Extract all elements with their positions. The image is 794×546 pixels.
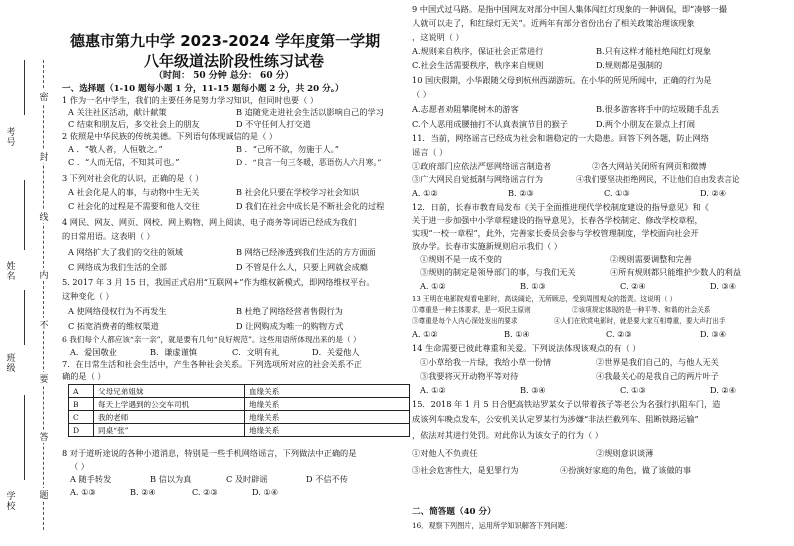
q8-option-c: C. ②③ — [192, 487, 218, 497]
q11-option-c: C. ①③ — [604, 188, 630, 198]
q13-item-1: ①尊重是一种主体要求，是一项民主原则 — [412, 306, 531, 314]
question-7: 7．在日常生活和社会生活中，产生各种社会关系。下列选项所对应的社会关系不正 — [62, 359, 362, 369]
seal-char: 答 — [39, 430, 49, 443]
relations-table — [68, 384, 410, 437]
question-4-cont: 的日常用语。这表明（ ） — [62, 231, 155, 241]
q8-option-d: D. ①④ — [252, 487, 279, 497]
question-15: 15．2018 年 1 月 5 日合肥高铁站罗某女子以带着孩子等老公为名强行扒阻车门，造 — [412, 399, 721, 409]
q8-item-2: B 信以为真 — [150, 474, 192, 484]
question-16: 16．观察下列图片，运用所学知识解答下列问题： — [412, 521, 573, 530]
question-9: 9 中国式过马路。是指中国网友对部分中国人集体闯红灯现象的一种调侃，即“凑够一撮 — [412, 4, 727, 14]
table-cell: 血缘关系 — [245, 385, 410, 398]
section1-heading: 一、选择题（1-10 题每小题 1 分，11-15 题每小题 2 分，共 20 分。） — [62, 84, 344, 94]
question-13: 13 王明在电影院观看电影时，高谈阔论，无所顾忌，受到周围观众的指责。这说明（ ） — [412, 295, 677, 303]
q2-option-a: A ．“敬人者，人恒敬之。” — [68, 144, 163, 154]
q14-item-4: ④我最关心的是我自己的两片叶子 — [596, 371, 719, 381]
q12-option-a: A. ①② — [420, 281, 446, 291]
q15-item-2: ②规则意识谈薄 — [596, 448, 654, 458]
q10-option-c: C.个人恶用成腰抽打不认真表演节目的猴子 — [412, 119, 568, 129]
q13-option-d: D. ③④ — [700, 329, 727, 339]
q2-option-c: C ．“人而无信，不知其可也。” — [68, 157, 180, 167]
q13-option-a: A. ①② — [412, 329, 438, 339]
q10-option-d: D.两个小朋友在景点上打闹 — [596, 119, 695, 129]
q1-option-d: D 不守任何人打交道 — [236, 119, 311, 129]
table-cell: 地缘关系 — [245, 411, 410, 424]
question-10: 10 国庆假期，小华跟随父母到杭州西湖游玩。在小华的所见所闻中，正确的行为是 — [412, 75, 712, 85]
q8-option-a: A. ①③ — [70, 487, 96, 497]
q11-option-a: A. ①② — [412, 188, 438, 198]
binding-label-class: 班级 — [6, 354, 16, 374]
q1-option-b: B 追随党走进社会生活以影响自己的学习 — [236, 107, 384, 117]
exam-meta: （时间： 50 分钟 总分： 60 分） — [154, 71, 294, 81]
q5-option-a: A 使网络侵权行为不再发生 — [68, 306, 167, 316]
q6-option-c: C．文明有礼 — [232, 347, 280, 357]
q13-item-2: ②该项规定体现的是一种平等、和谐的社会关系 — [572, 306, 711, 314]
q5-option-d: D 让网购成为唯一的购物方式 — [236, 321, 344, 331]
table-cell: 每天上学遇到的公交车司机 — [94, 398, 245, 411]
q2-option-b: B ．“己所不欲，勿施于人。” — [236, 144, 339, 154]
q12-option-b: B. ①③ — [520, 281, 546, 291]
seal-char: 封 — [39, 150, 49, 163]
question-2: 2 依照是中华民族的传统美德。下列语句体现诚信的是（ ） — [62, 131, 278, 141]
question-12-cont2: 实现“一校一章程”，此外，完善家长委员会参与学校管理制度，学校面向社会开 — [412, 228, 699, 238]
q14-option-d: D. ②④ — [710, 385, 737, 395]
q13-item-4: ④人们在欣赏电影时，就是要大家互相尊重，要大声打出手 — [554, 317, 726, 325]
q3-option-b: B 社会化只要在学校学习社会知识 — [236, 187, 360, 197]
q12-item-2: ②规则需要调整和完善 — [610, 254, 692, 264]
table-row — [69, 398, 410, 411]
question-5-cont: 这种变化（ ） — [62, 291, 114, 301]
q8-item-1: A 随手转发 — [70, 474, 112, 484]
table-cell: 地缘关系 — [245, 398, 410, 411]
q12-item-1: ①规则不是一成不变的 — [420, 254, 502, 264]
q3-option-a: A 社会化是人的事，与动物中生无关 — [68, 187, 200, 197]
table-cell: 同桌“张” — [94, 424, 245, 437]
q1-option-a: A 关注社区活动，献计献策 — [68, 107, 167, 117]
q3-option-d: D 我们在社会中成长是不断社会化的过程 — [236, 201, 385, 211]
table-cell: B — [69, 398, 94, 411]
q14-option-b: B. ③④ — [520, 385, 546, 395]
binding-underline — [24, 180, 25, 250]
question-9-cont2: ，这说明（ ） — [412, 32, 464, 42]
q9-option-a: A.规则来自秩序，保证社会正常进行 — [412, 46, 544, 56]
q6-option-b: B．谦虚谨慎 — [150, 347, 197, 357]
question-4: 4 网民、网友、网页、网校、网上购物、网上阅读、电子商务等词语已经成为我们 — [62, 217, 357, 227]
q12-option-c: C. ②④ — [620, 281, 646, 291]
table-cell: C — [69, 411, 94, 424]
q14-option-c: C. ①③ — [620, 385, 646, 395]
q11-item-1: ①政府部门应依法严惩网络谣言制造者 — [412, 161, 552, 171]
exam-title-line1: 德惠市第九中学 2023-2024 学年度第一学期 — [70, 32, 381, 50]
binding-label-school: 学校 — [6, 492, 16, 512]
seal-char: 密 — [39, 90, 49, 103]
q11-item-3: ③广大网民自觉抵制与网络谣言行为 — [412, 174, 544, 184]
question-11: 11．当前，网络谣言已经成为社会和谐稳定的一大隐患。回答下列各题，防止网络 — [412, 133, 709, 143]
question-12: 12．日前，长春市教育局发布《关于全面推进现代学校制度建设的指导意见》和《 — [412, 202, 709, 212]
q13-option-c: C. ②③ — [606, 329, 632, 339]
q13-option-b: B. ①④ — [504, 329, 530, 339]
binding-dashed-line — [43, 60, 44, 530]
q3-option-c: C 社会化的过程是不需要和他人交往 — [68, 201, 200, 211]
q6-option-d: D．关爱他人 — [312, 347, 360, 357]
q11-item-2: ②各大网站关闭所有网页和微博 — [592, 161, 707, 171]
table-cell: 父母兄弟姐妹 — [94, 385, 245, 398]
q10-option-b: B.很多游客将手中的垃圾随手乱丢 — [596, 104, 720, 114]
question-10-cont: （ ） — [412, 89, 431, 99]
table-cell: D — [69, 424, 94, 437]
table-row — [69, 411, 410, 424]
q11-option-b: B. ②③ — [508, 188, 534, 198]
q14-item-3: ③我要将灭开动物平等对待 — [420, 371, 519, 381]
q9-option-d: D.规则都是强制的 — [596, 60, 663, 70]
q15-item-1: ①对他人不负责任 — [412, 448, 478, 458]
q14-item-2: ②世界是我们自己的，与他人无关 — [596, 357, 719, 367]
question-12-cont1: 关于进一步加强中小学章程建设的指导意见》，长春各学校制定、修改学校章程， — [412, 215, 703, 225]
binding-label-exam-number: 考号 — [6, 128, 16, 148]
seal-char: 题 — [39, 488, 49, 501]
q14-option-a: A. ①② — [420, 385, 446, 395]
seal-char: 线 — [39, 210, 49, 223]
q13-item-3: ③尊重是每个人内心深处发出的要求 — [412, 317, 518, 325]
q11-option-d: D. ②④ — [700, 188, 727, 198]
section2-heading: 二、简答题（40 分） — [412, 507, 496, 517]
question-15-cont1: 成该列车晚点发车，公安机关认定罗某行为涉嫌“非法拦截列车、阻断铁路运输” — [412, 414, 699, 424]
q4-option-d: D 不管是什么人，只要上网就会成瘾 — [236, 262, 368, 272]
binding-underline — [24, 60, 25, 115]
q2-option-d: D ．“良言一句三冬暖，恶语伤人六月寒。” — [236, 158, 382, 167]
table-cell: 我的老师 — [94, 411, 245, 424]
q12-item-3: ③规则的制定是领导部门的事，与我们无关 — [420, 267, 576, 277]
q4-option-b: B 网络已经渗透到我们生活的方方面面 — [236, 247, 376, 257]
question-14: 14 生命需要已彼此尊重和关爱。下列说法体现该观点的有（ ） — [412, 343, 641, 353]
q4-option-c: C 网络成为我们生活的全部 — [68, 262, 167, 272]
q10-option-a: A.志愿者劝阻攀爬树木的游客 — [412, 104, 519, 114]
question-1: 1 作为一名中学生，我们的主要任务是努力学习知识，但同时也要（ ） — [62, 95, 319, 105]
q4-option-a: A 网络扩大了我们的交往的领域 — [68, 247, 183, 257]
question-8: 8 对于道听途说的各种小道消息，特别是一些手机网络谣言，下列做法中正确的是 — [62, 448, 357, 458]
q8-option-b: B. ②④ — [130, 487, 156, 497]
question-3: 3 下列对社会化的认识，正确的是（ ） — [62, 173, 204, 183]
question-11-cont: 谣言（ ） — [412, 147, 448, 157]
q15-item-3: ③社会危害性大，是犯罪行为 — [412, 465, 519, 475]
table-row — [69, 385, 410, 398]
question-12-cont3: 放办学。长春市实施新规则启示我们（ ） — [412, 241, 562, 251]
q12-item-4: ④所有规则都只能维护少数人的利益 — [610, 267, 742, 277]
table-cell: A — [69, 385, 94, 398]
binding-underline — [24, 395, 25, 480]
binding-underline — [24, 290, 25, 345]
binding-label-name: 姓名 — [6, 262, 16, 282]
q8-item-4: D 不信不传 — [306, 474, 348, 484]
q6-option-a: A．爱国敬业 — [70, 347, 117, 357]
q5-option-b: B 杜绝了网络经营者售假行为 — [236, 306, 343, 316]
seal-char: 不 — [39, 318, 49, 331]
question-7-cont: 确的是（ ） — [62, 371, 106, 381]
q14-item-1: ①小草给我一片绿，我给小草一份情 — [420, 357, 552, 367]
table-cell: 地缘关系 — [245, 424, 410, 437]
q15-item-4: ④扮演好家庭的角色，做了该做的事 — [560, 465, 692, 475]
q8-item-3: C 及时辟谣 — [226, 474, 268, 484]
question-15-cont2: ，依法对其进行处罚。对此你认为该女子的行为（ ） — [412, 430, 603, 440]
q11-item-4: ④我们要坚决拒绝网民，不让他们自由发表言论 — [576, 175, 740, 184]
exam-title-line2: 八年级道法阶段性练习试卷 — [144, 52, 325, 70]
seal-char: 要 — [39, 372, 49, 385]
table-row — [69, 424, 410, 437]
seal-char: 内 — [39, 268, 49, 281]
q12-option-d: D. ③④ — [710, 281, 737, 291]
question-9-cont1: 人就可以走了，和红绿灯无关”。近两年有部分省份出台了相关政策治理该现象 — [412, 18, 695, 28]
q9-option-c: C.社会生活需要秩序，秩序来自规则 — [412, 60, 544, 70]
question-8-cont: （ ） — [70, 461, 89, 471]
q1-option-c: C 结束和朋友后，多交社会上的朋友 — [68, 119, 200, 129]
question-5: 5. 2017 年 3 月 15 日，我国正式启用“互联网+”作为维权新模式，即网络维权平台。 — [62, 277, 375, 287]
question-6: 6 我们每个人都应该“亲一亲”，就是要有几句“良好规范”。这些用语所体现出来的是（ ） — [62, 335, 361, 344]
q5-option-c: C 拓宽消费者的维权渠道 — [68, 321, 159, 331]
q9-option-b: B.只有这样才能杜绝闯红灯现象 — [596, 46, 712, 56]
